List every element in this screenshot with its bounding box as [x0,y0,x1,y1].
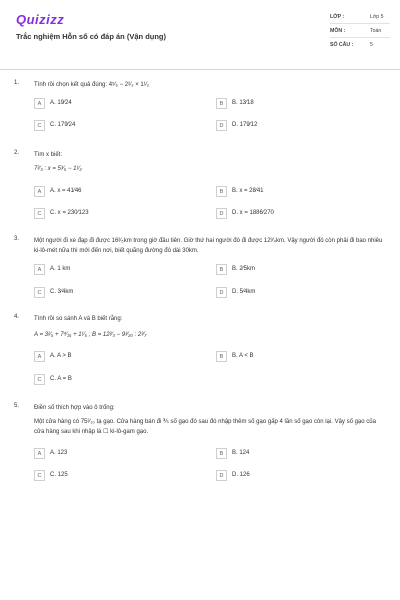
option-text: C. x = 230⁄123 [50,210,89,216]
option-key: A [34,98,45,109]
option-text: B. 124 [232,450,250,456]
option-key: B [216,351,227,362]
question-number: 4. [14,314,20,320]
option-key: B [216,186,227,197]
option-text: D. 5⁄4km [232,289,256,295]
page-header [0,0,400,70]
option-key: D [216,470,227,481]
question-expression: 7²⁄₃ : x = 5³⁄₅ − 1¹⁄₂ [34,166,82,172]
question-number: 2. [14,150,20,156]
option-text: B. 2⁄5km [232,266,256,272]
page-title: Trắc nghiệm Hỗn số có đáp án (Vận dụng) [16,32,167,41]
option-d[interactable] [216,470,386,483]
option-b[interactable] [216,98,386,111]
option-b[interactable] [216,186,386,199]
option-key: D [216,208,227,219]
option-text: D. 179⁄12 [232,122,258,128]
meta-label: SỐ CÂU : [330,42,354,48]
question-3 [14,236,388,306]
option-text: D. x = 1886⁄270 [232,210,274,216]
option-key: C [34,470,45,481]
meta-value: 5 [370,42,373,48]
option-text: A. 123 [50,450,68,456]
quizizz-logo: Quizizz [16,12,65,27]
option-text: A. 1 km [50,266,71,272]
question-number: 3. [14,236,20,242]
question-1 [14,80,388,140]
option-key: C [34,120,45,131]
question-4 [14,314,388,394]
option-text: C. 3⁄4km [50,289,74,295]
option-key: B [216,98,227,109]
option-key: A [34,448,45,459]
option-key: A [34,351,45,362]
meta-row-grade [330,10,390,24]
option-a[interactable] [34,186,204,199]
option-text: D. 126 [232,472,250,478]
option-text: C. A = B [50,376,72,382]
meta-table [330,10,390,52]
option-key: B [216,448,227,459]
option-a[interactable] [34,98,204,111]
option-text: C. 125 [50,472,68,478]
option-text: B. x = 28⁄41 [232,188,264,194]
option-c[interactable] [34,120,204,133]
question-number: 5. [14,403,20,409]
option-text: A. 19⁄24 [50,100,72,106]
option-key: A [34,264,45,275]
option-key: C [34,374,45,385]
option-b[interactable] [216,448,386,461]
question-expression: A = 3²⁄₅ + 7⁴⁄₁₅ + 1¹⁄₅ ; B = 12²⁄₃ − 9³⁄₂₀ : 2³⁄₇ [34,332,147,338]
option-text: A. x = 41⁄46 [50,188,82,194]
option-text: B. 13⁄18 [232,100,254,106]
question-number: 1. [14,80,20,86]
meta-value: Toán [370,27,382,34]
question-text: Điền số thích hợp vào ô trống: [34,405,115,411]
option-a[interactable] [34,351,204,364]
option-text: A. A > B [50,353,72,359]
meta-label: MÔN : [330,27,346,34]
option-c[interactable] [34,208,204,221]
option-text: C. 179⁄24 [50,122,76,128]
meta-value: Lớp 5 [370,13,384,20]
option-text: B. A < B [232,353,254,359]
option-b[interactable] [216,264,386,277]
meta-label: LỚP : [330,13,345,20]
option-c[interactable] [34,374,204,387]
option-a[interactable] [34,264,204,277]
question-5 [14,403,388,493]
question-2 [14,150,388,230]
option-a[interactable] [34,448,204,461]
option-key: B [216,264,227,275]
question-body: Một cửa hàng có 75²⁄₁₀ tạ gạo. Cửa hàng bán đi ⅗ số gạo đó sau đó nhập thêm số gạo gấp 4 lần số gạo còn lại. Vậy số gạo của cửa hàng sau khi nhập là ☐ ki-lô-gam gạo. [34,419,376,435]
question-text: Tính rồi chọn kết quả đúng: 4⁵⁄₆ − 2²⁄₃ × 1¹⁄₂ [34,82,150,88]
option-c[interactable] [34,287,204,300]
option-d[interactable] [216,287,386,300]
option-key: D [216,287,227,298]
option-key: A [34,186,45,197]
option-b[interactable] [216,351,386,364]
option-d[interactable] [216,208,386,221]
option-d[interactable] [216,120,386,133]
meta-row-subject [330,24,390,38]
question-text: Một người đi xe đạp đi được 16²⁄₅km trong giờ đầu tiên. Giờ thứ hai người đó đi được 12³⁄₄km. Vậy người đó còn phải đi bao nhiêu ki-lô-mét nữa thì mới đến nơi, biết quãng đường đó dài 30km. [34,238,383,254]
option-key: C [34,208,45,219]
question-text: Tìm x biết: [34,152,63,158]
question-text: Tính rồi so sánh A và B biết rằng: [34,316,123,322]
meta-row-count [330,38,390,52]
option-key: D [216,120,227,131]
option-key: C [34,287,45,298]
option-c[interactable] [34,470,204,483]
